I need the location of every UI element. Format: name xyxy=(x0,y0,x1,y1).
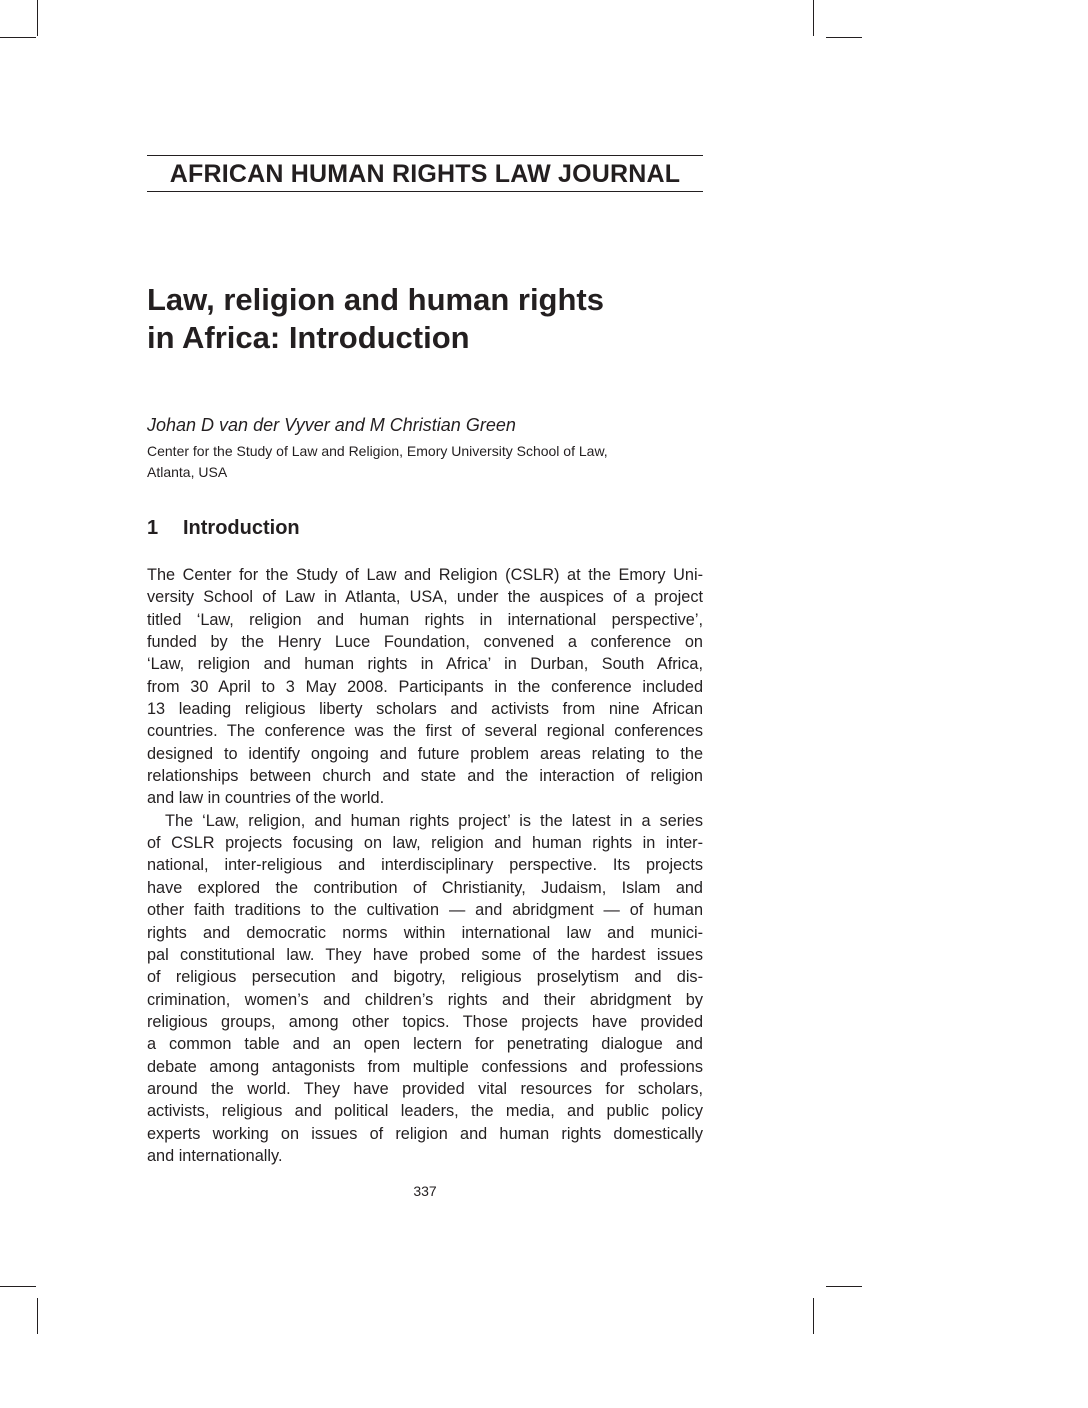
crop-mark-top-right-vertical xyxy=(813,0,814,36)
crop-mark-bottom-right-vertical xyxy=(813,1298,814,1334)
section-heading xyxy=(147,515,300,541)
paragraph xyxy=(147,564,703,810)
text-line: The ‘Law, religion, and human rights project’ is the latest in a series xyxy=(165,811,703,830)
journal-title: AFRICAN HUMAN RIGHTS LAW JOURNAL xyxy=(147,155,703,192)
text-line: ‘Law, religion and human rights in Africa’ in Durban, South Africa, xyxy=(147,655,703,674)
crop-mark-bottom-right-horizontal xyxy=(826,1286,862,1287)
body-text xyxy=(147,564,703,1167)
page-number: 337 xyxy=(413,1183,437,1199)
text-line: around the world. They have provided vital resources for scholars, xyxy=(147,1079,703,1098)
crop-mark-bottom-left-vertical xyxy=(37,1298,38,1334)
text-line: of religious persecution and bigotry, religious proselytism and dis- xyxy=(147,968,703,987)
crop-mark-top-left-horizontal xyxy=(0,37,36,38)
text-line: national, inter-religious and interdisciplinary perspective. Its projects xyxy=(147,856,703,875)
text-line: relationships between church and state and the interaction of religion xyxy=(147,767,703,786)
text-line: experts working on issues of religion and human rights domestically xyxy=(147,1124,703,1143)
paragraph xyxy=(147,810,703,1168)
text-line: have explored the contribution of Christianity, Judaism, Islam and xyxy=(147,878,703,897)
author-names: Johan D van der Vyver and M Christian Green xyxy=(147,415,516,435)
text-line: titled ‘Law, religion and human rights in international perspective’, xyxy=(147,610,703,629)
text-line: activists, religious and political leaders, the media, and public policy xyxy=(147,1102,703,1121)
text-line: 13 leading religious liberty scholars and activists from nine African xyxy=(147,700,703,719)
text-line: designed to identify ongoing and future problem areas relating to the xyxy=(147,744,703,763)
text-line: of CSLR projects focusing on law, religion and human rights in inter- xyxy=(147,834,703,853)
article-title xyxy=(147,281,707,357)
affiliation-line: Atlanta, USA xyxy=(147,464,228,480)
text-line: from 30 April to 3 May 2008. Participants in the conference included xyxy=(147,677,703,696)
text-line: and law in countries of the world. xyxy=(147,789,385,808)
text-line: religious groups, among other topics. Those projects have provided xyxy=(147,1012,703,1031)
text-line: a common table and an open lectern for penetrating dialogue and xyxy=(147,1035,703,1054)
affiliation-line: Center for the Study of Law and Religion, Emory University School of Law, xyxy=(147,443,608,459)
text-line: funded by the Henry Luce Foundation, convened a conference on xyxy=(147,633,703,652)
crop-mark-top-left-vertical xyxy=(37,0,38,36)
article-title-line: Law, religion and human rights xyxy=(147,282,604,317)
crop-mark-bottom-left-horizontal xyxy=(0,1286,36,1287)
author-affiliation xyxy=(147,441,707,483)
text-line: versity School of Law in Atlanta, USA, under the auspices of a project xyxy=(147,588,703,607)
article-title-line: in Africa: Introduction xyxy=(147,320,470,355)
text-line: rights and democratic norms within international law and munici- xyxy=(147,923,703,942)
section-title: Introduction xyxy=(183,517,300,539)
text-line: crimination, women’s and children’s rights and their abridgment by xyxy=(147,990,703,1009)
text-line: countries. The conference was the first of several regional conferences xyxy=(147,722,703,741)
text-line: The Center for the Study of Law and Religion (CSLR) at the Emory Uni- xyxy=(147,566,703,584)
text-line: and internationally. xyxy=(147,1146,283,1165)
text-line: other faith traditions to the cultivation — and abridgment — of human xyxy=(147,901,703,920)
text-line: pal constitutional law. They have probed some of the hardest issues xyxy=(147,945,703,964)
section-number: 1 xyxy=(147,517,159,539)
crop-mark-top-right-horizontal xyxy=(826,37,862,38)
text-line: debate among antagonists from multiple confessions and professions xyxy=(147,1057,703,1076)
